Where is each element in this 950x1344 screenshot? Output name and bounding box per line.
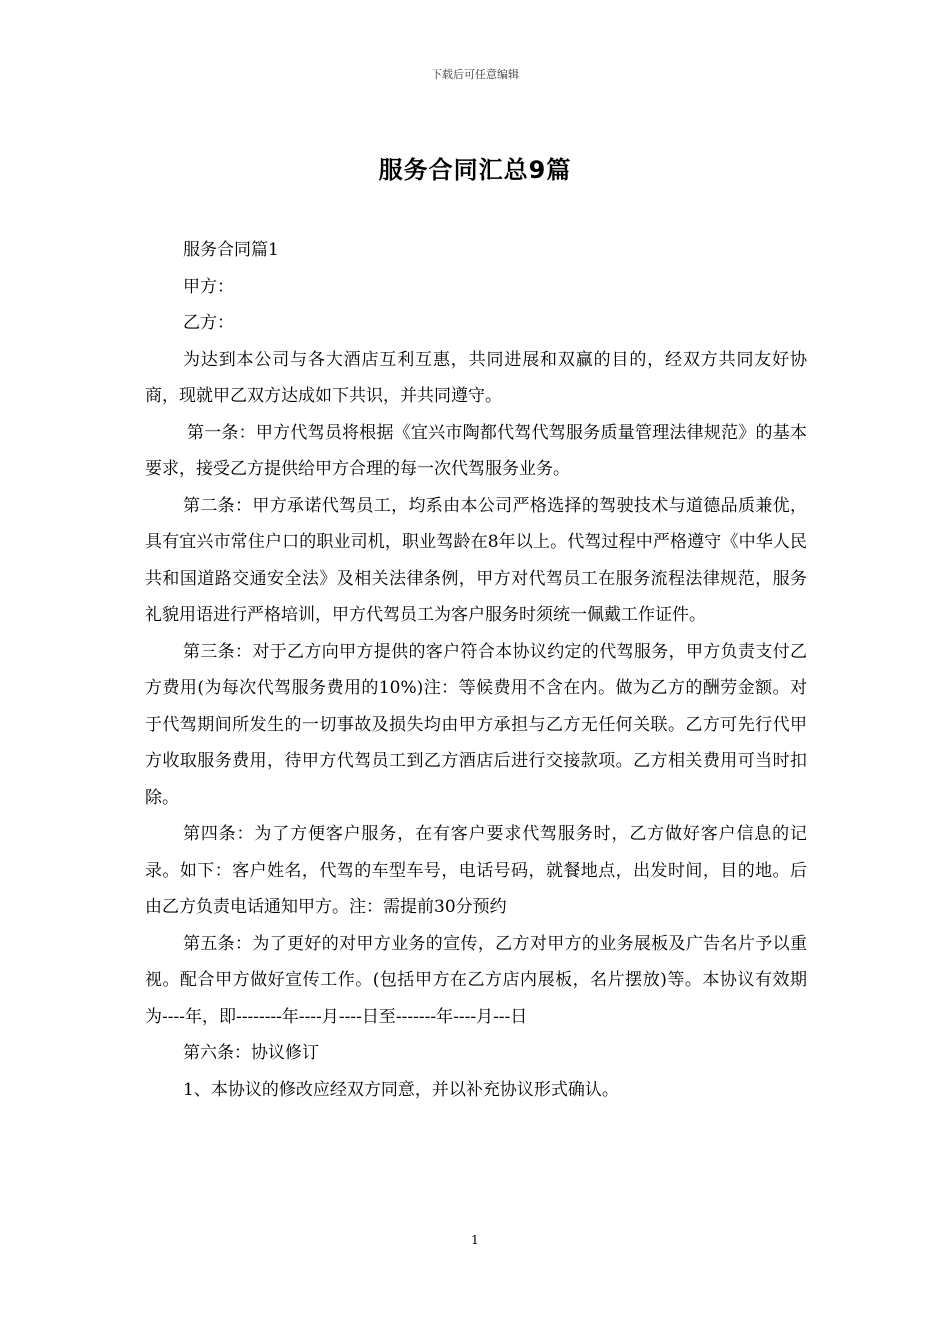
document-body — [145, 232, 807, 1108]
party-b-line: 乙方： — [183, 313, 234, 333]
article-2-paragraph: 第二条：甲方承诺代驾员工，均系由本公司严格选择的驾驶技术与道德品质兼优，具有宜兴市常住户口的职业司机，职业驾龄在8年以上。代驾过程中严格遵守《中华人民共和国道路交通安全法》及相关法律条例，甲方对代驾员工在服务流程法律规范，服务礼貌用语进行严格培训，甲方代驾员工为客户服务时须统一佩戴工作证件。 — [145, 495, 807, 625]
document-title: 服务合同汇总9篇 — [378, 156, 572, 184]
article-6-clause-1: 1、本协议的修改应经双方同意，并以补充协议形式确认。 — [183, 1079, 619, 1100]
article-5-paragraph: 第五条：为了更好的对甲方业务的宣传，乙方对甲方的业务展板及广告名片予以重视。配合甲方做好宣传工作。(包括甲方在乙方店内展板，名片摆放)等。本协议有效期为----年，即--------年----月----日至-------年----月---日 — [145, 933, 807, 1027]
party-a-line: 甲方： — [183, 276, 234, 297]
article-6-heading: 第六条：协议修订 — [183, 1043, 319, 1063]
article-3-paragraph: 第三条：对于乙方向甲方提供的客户符合本协议约定的代驾服务，甲方负责支付乙方费用(为每次代驾服务费用的10%)注：等候费用不含在内。做为乙方的酬劳金额。对于代驾期间所发生的一切事故及损失均由甲方承担与乙方无任何关联。乙方可先行代甲方收取服务费用，待甲方代驾员工到乙方酒店后进行交接款项。乙方相关费用可当时扣除。 — [145, 641, 807, 808]
header-note: 下载后可任意编辑 — [431, 68, 519, 81]
section-heading: 服务合同篇1 — [183, 240, 279, 260]
preamble-paragraph: 为达到本公司与各大酒店互利互惠，共同进展和双赢的目的，经双方共同友好协商，现就甲乙双方达成如下共识，并共同遵守。 — [145, 349, 807, 406]
page-number: 1 — [471, 1233, 479, 1247]
article-1-paragraph: 第一条：甲方代驾员将根据《宜兴市陶都代驾代驾服务质量管理法律规范》的基本要求，接受乙方提供给甲方合理的每一次代驾服务业务。 — [145, 422, 807, 479]
article-4-paragraph: 第四条：为了方便客户服务，在有客户要求代驾服务时，乙方做好客户信息的记录。如下：客户姓名，代驾的车型车号，电话号码，就餐地点，出发时间，目的地。后由乙方负责电话通知甲方。注：需提前30分预约 — [145, 824, 807, 917]
